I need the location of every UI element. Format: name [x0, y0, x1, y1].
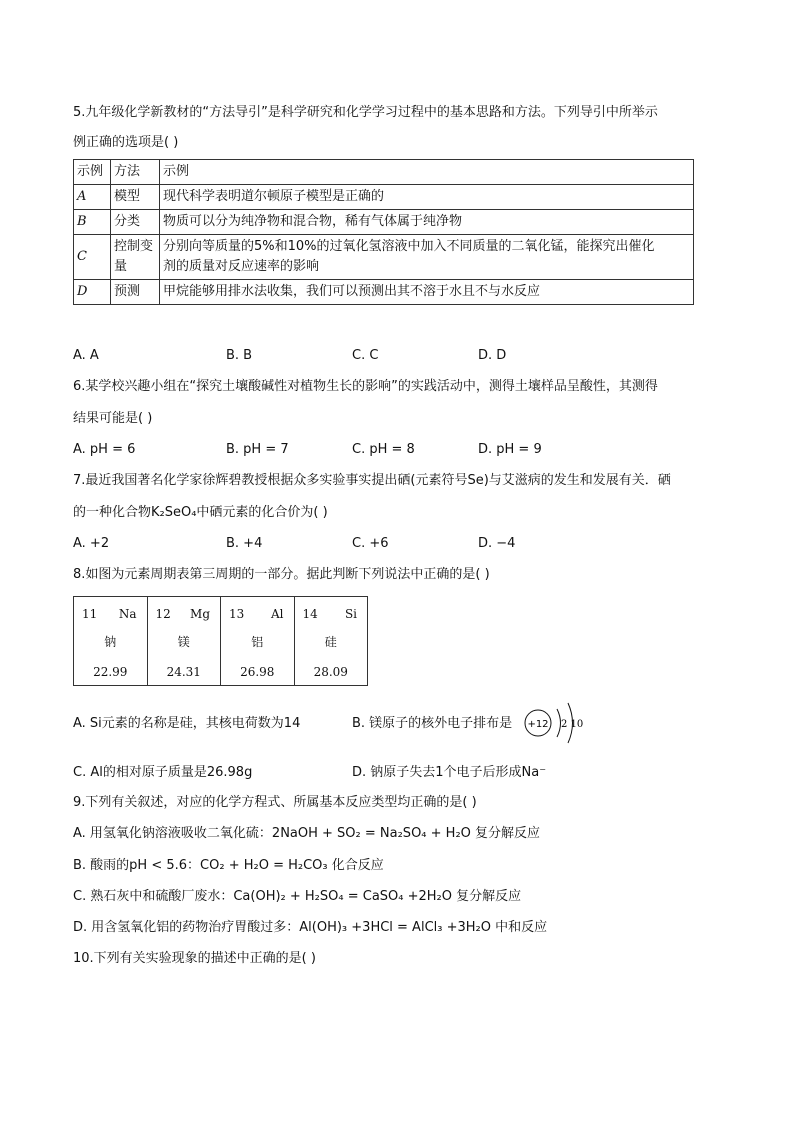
q6-option-c[interactable]: C. pH = 8 — [352, 442, 415, 457]
q6-stem-line2: 结果可能是( ) — [73, 411, 153, 426]
element-symbol: Mg — [190, 607, 210, 621]
atomic-number: 11 — [82, 607, 98, 621]
q6-option-d[interactable]: D. pH = 9 — [478, 442, 542, 457]
q9-stem: 9.下列有关叙述，对应的化学方程式、所属基本反应类型均正确的是( ) — [73, 795, 477, 810]
q5-option-d[interactable]: D. D — [478, 348, 507, 363]
header-cell: 方法 — [111, 160, 160, 185]
atomic-mass: 22.99 — [93, 665, 128, 679]
table-row — [74, 280, 694, 305]
q7-option-b[interactable]: B. +4 — [226, 536, 263, 551]
header-cell: 示例 — [74, 160, 111, 185]
row-method — [111, 235, 160, 280]
element-cell-si — [295, 597, 368, 685]
atomic-mass: 24.31 — [166, 665, 201, 679]
shell-electron-counts: 2 10 — [561, 719, 584, 730]
row-example: 物质可以分为纯净物和混合物，稀有气体属于纯净物 — [160, 210, 694, 235]
magnesium-atom-structure-diagram — [522, 697, 586, 749]
row-method: 分类 — [111, 210, 160, 235]
row-example — [160, 235, 694, 280]
atomic-number: 13 — [229, 607, 245, 621]
q5-method-table — [73, 159, 694, 305]
element-cell-na — [74, 597, 148, 685]
q5-option-c[interactable]: C. C — [352, 348, 379, 363]
element-symbol: Si — [344, 607, 357, 621]
q8-option-a[interactable]: A. Si元素的名称是硅，其核电荷数为14 — [73, 716, 301, 731]
element-cell-al — [221, 597, 295, 685]
q9-option-b[interactable]: B. 酸雨的pH < 5.6：CO₂ + H₂O = H₂CO₃ 化合反应 — [73, 858, 384, 873]
row-method-line2: 量 — [114, 259, 128, 274]
row-example: 甲烷能够用排水法收集，我们可以预测出其不溶于水且不与水反应 — [160, 280, 694, 305]
q5-option-b[interactable]: B. B — [226, 348, 253, 363]
q7-option-c[interactable]: C. +6 — [352, 536, 389, 551]
element-name: 铝 — [251, 635, 264, 649]
atomic-mass: 28.09 — [313, 665, 348, 679]
q9-option-d[interactable]: D. 用含氢氧化铝的药物治疗胃酸过多：Al(OH)₃ +3HCl = AlCl₃ +3H₂O 中和反应 — [73, 920, 548, 935]
row-method-line1: 控制变 — [114, 239, 154, 254]
q10-stem: 10.下列有关实验现象的描述中正确的是( ) — [73, 951, 316, 966]
nucleus-charge: +12 — [527, 719, 549, 730]
q8-option-b-text: B. 镁原子的核外电子排布是 — [352, 716, 513, 731]
atomic-mass: 26.98 — [240, 665, 275, 679]
table-row — [74, 185, 694, 210]
header-cell: 示例 — [160, 160, 694, 185]
q7-stem-line1: 7.最近我国著名化学家徐辉碧教授根据众多实验事实提出硒(元素符号Se)与艾滋病的发生和发展有关．硒 — [73, 473, 671, 488]
row-example-line2: 剂的质量对反应速率的影响 — [163, 259, 320, 274]
element-name: 硅 — [324, 635, 337, 649]
q8-option-c[interactable]: C. Al的相对原子质量是26.98g — [73, 765, 253, 780]
row-key: D — [74, 280, 111, 305]
element-symbol: Na — [118, 607, 137, 621]
atomic-number: 14 — [302, 607, 318, 621]
atomic-number: 12 — [155, 607, 171, 621]
q7-stem-line2: 的一种化合物K₂SeO₄中硒元素的化合价为( ) — [73, 505, 328, 520]
q6-option-a[interactable]: A. pH = 6 — [73, 442, 136, 457]
q6-option-b[interactable]: B. pH = 7 — [226, 442, 289, 457]
row-key: A — [74, 185, 111, 210]
q5-stem-line1: 5.九年级化学新教材的“方法导引”是科学研究和化学学习过程中的基本思路和方法。下列导引中所举示 — [73, 105, 658, 120]
row-key: C — [74, 235, 111, 280]
q8-option-d[interactable]: D. 钠原子失去1个电子后形成Na⁻ — [352, 765, 547, 780]
element-name: 镁 — [177, 635, 190, 649]
element-name: 钠 — [104, 635, 117, 649]
row-example-line1: 分别向等质量的5%和10%的过氧化氢溶液中加入不同质量的二氧化锰，能探究出催化 — [163, 239, 655, 254]
q5-stem-line2: 例正确的选项是( ) — [73, 135, 179, 150]
q6-stem-line1: 6.某学校兴趣小组在“探究土壤酸碱性对植物生长的影响”的实践活动中，测得土壤样品呈酸性，其测得 — [73, 379, 658, 394]
q9-option-c[interactable]: C. 熟石灰中和硫酸厂废水：Ca(OH)₂ + H₂SO₄ = CaSO₄ +2H₂O 复分解反应 — [73, 889, 522, 904]
row-key: B — [74, 210, 111, 235]
q7-option-d[interactable]: D. −4 — [478, 536, 516, 551]
row-method: 预测 — [111, 280, 160, 305]
row-method: 模型 — [111, 185, 160, 210]
electron-shell-1 — [557, 709, 561, 737]
q5-option-a[interactable]: A. A — [73, 348, 99, 363]
element-symbol: Al — [270, 607, 284, 621]
row-example: 现代科学表明道尔顿原子模型是正确的 — [160, 185, 694, 210]
q7-option-a[interactable]: A. +2 — [73, 536, 110, 551]
table-row — [74, 235, 694, 280]
q8-option-b[interactable] — [352, 714, 512, 734]
table-row — [74, 210, 694, 235]
q8-stem: 8.如图为元素周期表第三周期的一部分。据此判断下列说法中正确的是( ) — [73, 567, 490, 582]
element-cell-mg — [148, 597, 222, 685]
periodic-table-fragment — [73, 596, 368, 686]
table-header-row — [74, 160, 694, 185]
q9-option-a[interactable]: A. 用氢氧化钠溶液吸收二氧化硫：2NaOH + SO₂ = Na₂SO₄ + H₂O 复分解反应 — [73, 826, 541, 841]
